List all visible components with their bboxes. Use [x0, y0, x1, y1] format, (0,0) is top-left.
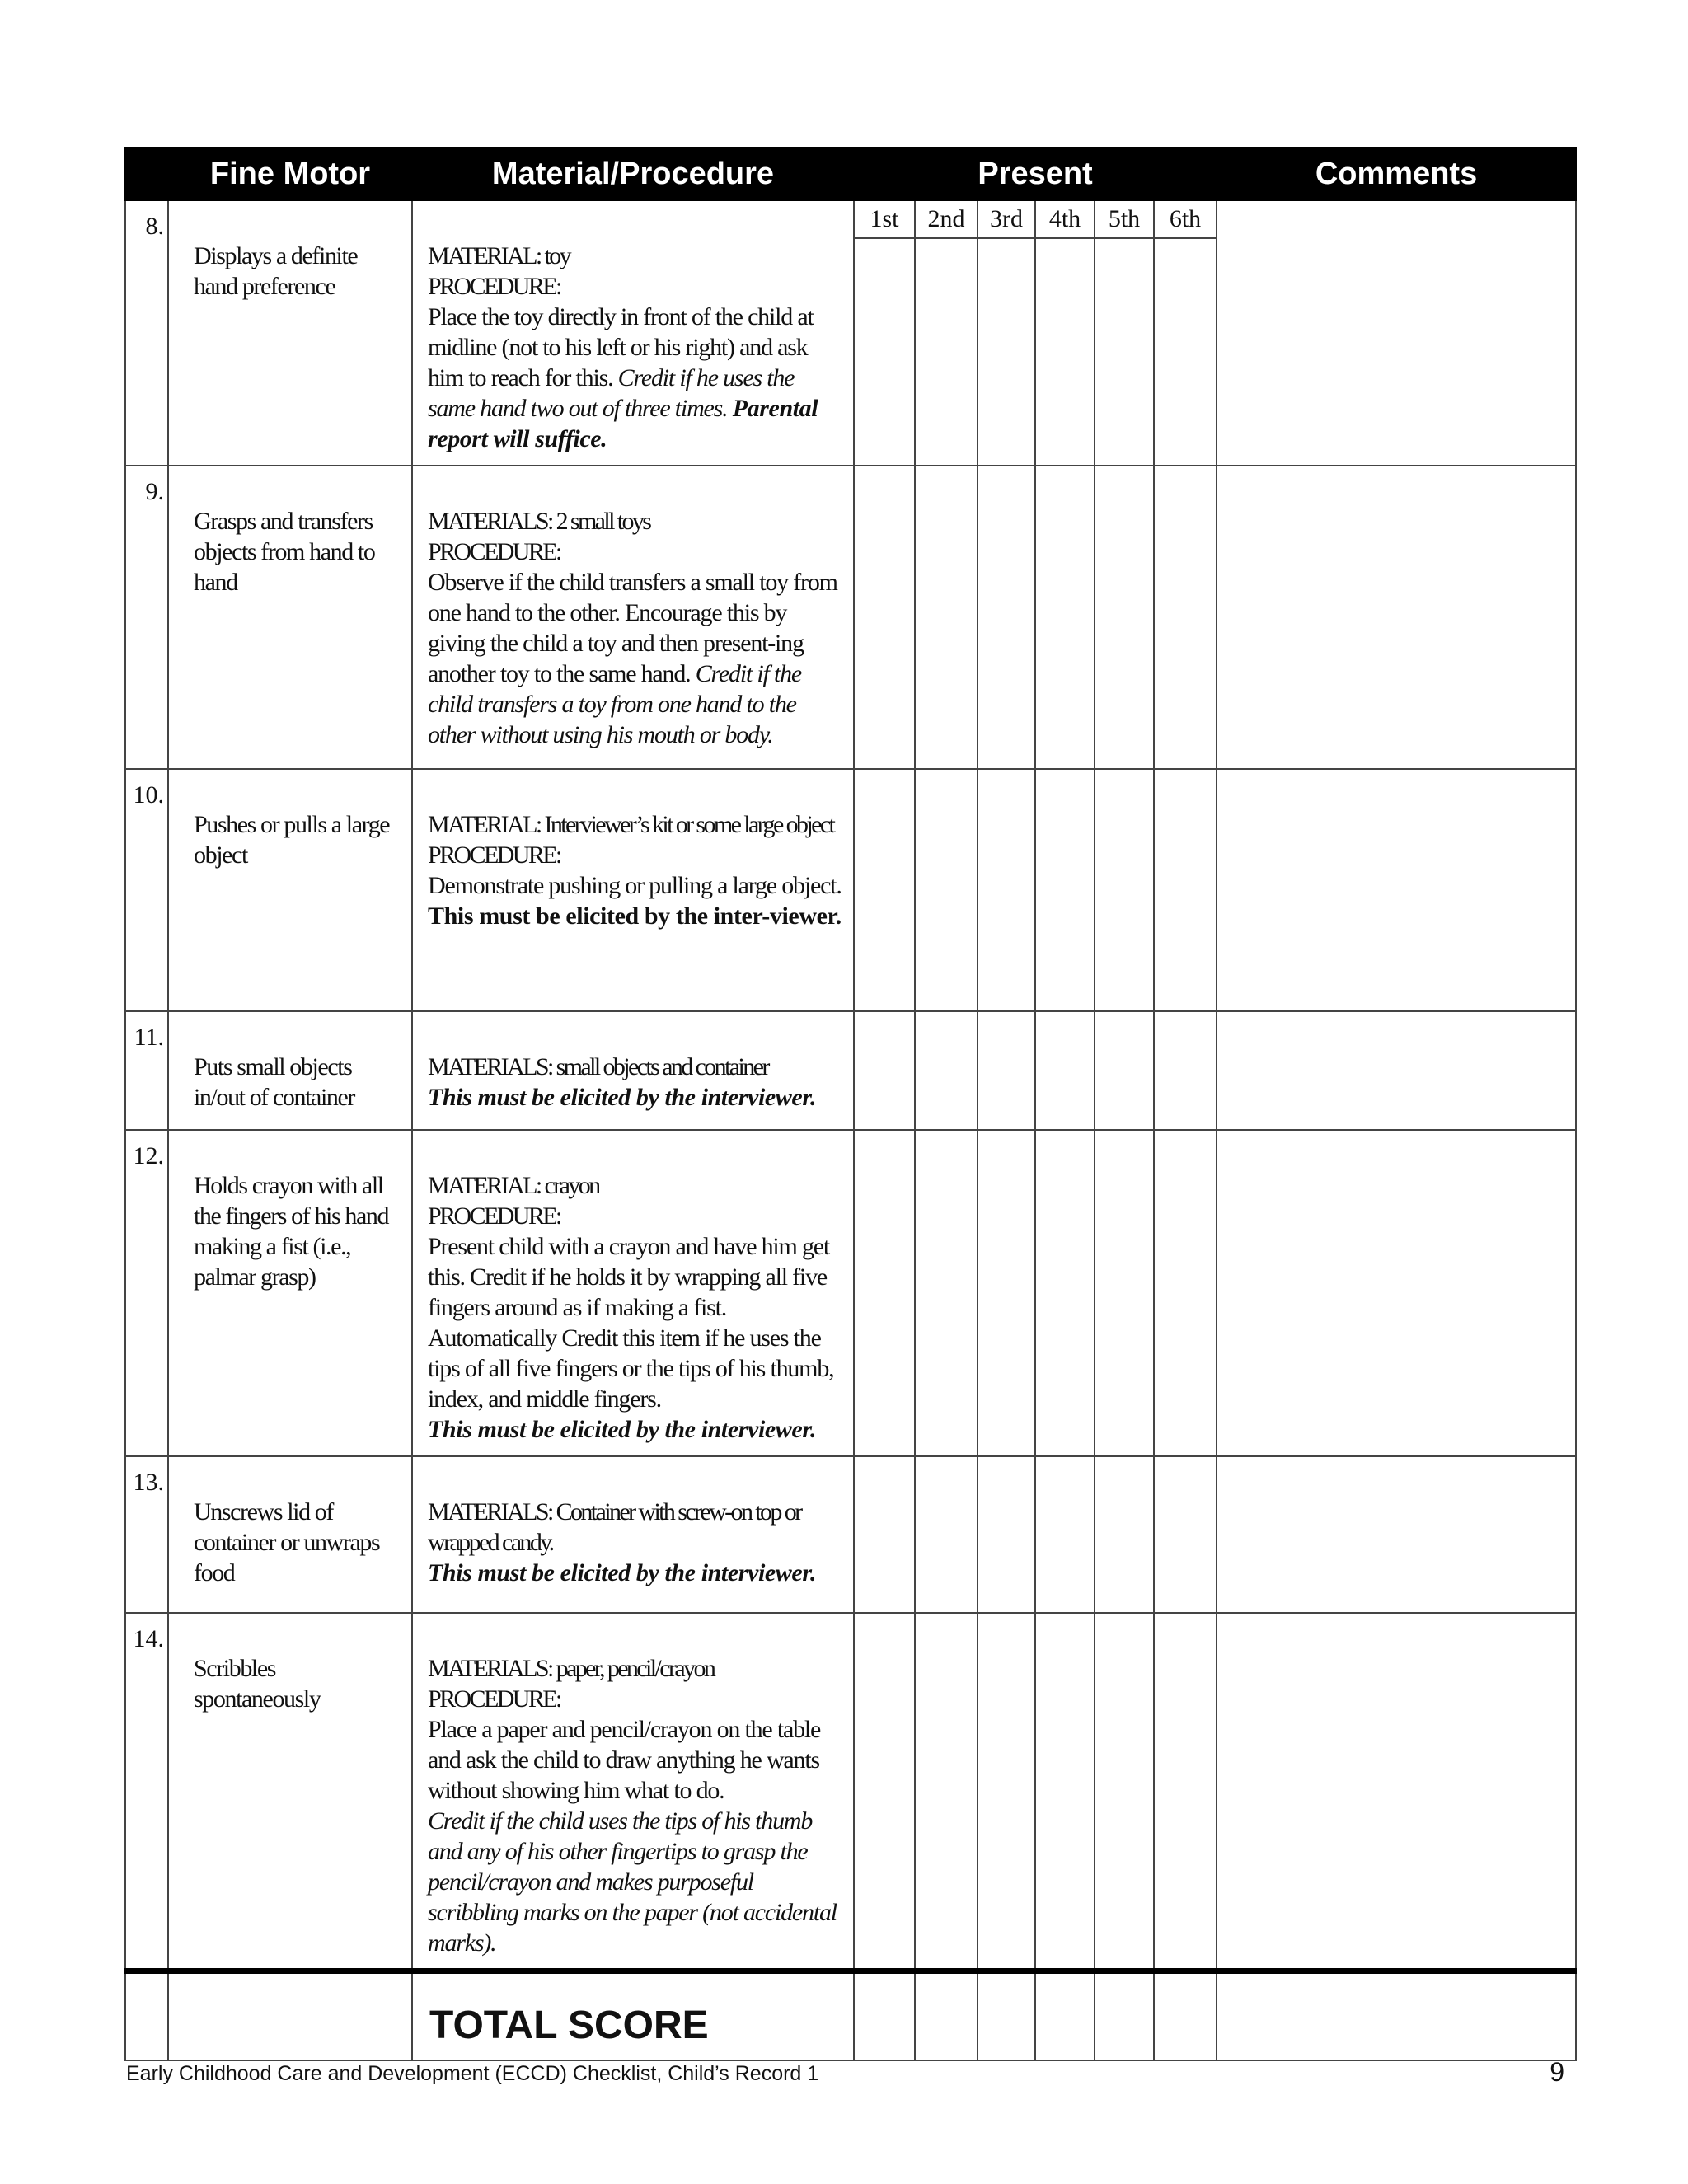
procedure-line: MATERIALS: 2 small toys [428, 508, 650, 535]
procedure-line: Credit if the child uses the tips of his thumb and any of his other fingertips to grasp the pencil/crayon and makes purposeful scribbling marks on the paper (not accidental marks). [428, 1807, 837, 1957]
trial-cell-4th[interactable] [1035, 466, 1095, 769]
trial-cell-6th[interactable] [1154, 1130, 1217, 1456]
procedure-line: Place a paper and pencil/crayon on the table and ask the child to draw anything he wants without showing him what to do. [428, 1716, 821, 1804]
comments-cell[interactable] [1217, 1456, 1576, 1613]
total-skill-cell [168, 1971, 412, 2061]
item-skill: Grasps and transfers objects from hand to hand [168, 466, 412, 769]
trial-cell-3rd[interactable] [978, 466, 1035, 769]
trial-cell-3rd[interactable] [978, 1613, 1035, 1971]
item-material-procedure [412, 200, 854, 466]
item-number: 12. [125, 1130, 168, 1456]
header-present: Present [854, 148, 1217, 200]
comments-cell[interactable] [1217, 1613, 1576, 1971]
procedure-line: This must be elicited by the interviewer. [428, 1084, 817, 1111]
trial-cell-2nd[interactable] [915, 769, 978, 1011]
trial-cell-5th[interactable] [1095, 200, 1154, 466]
procedure-line: Credit if he uses the same hand two out of three times. [428, 364, 795, 422]
trial-cell-2nd[interactable] [915, 466, 978, 769]
trial-cell-4th[interactable] [1035, 1130, 1095, 1456]
comments-cell[interactable] [1217, 769, 1576, 1011]
total-trial-cell-3rd[interactable] [978, 1971, 1035, 2061]
item-number: 10. [125, 769, 168, 1011]
trial-cell-1st[interactable] [854, 769, 915, 1011]
comments-cell[interactable] [1217, 466, 1576, 769]
trial-cell-4th[interactable] [1035, 200, 1095, 466]
item-material-procedure [412, 769, 854, 1011]
trial-cell-6th[interactable] [1154, 1011, 1217, 1130]
comments-cell[interactable] [1217, 1011, 1576, 1130]
comments-cell[interactable] [1217, 1130, 1576, 1456]
trial-cell-4th[interactable] [1035, 769, 1095, 1011]
trial-cell-1st[interactable] [854, 200, 915, 466]
trial-cell-5th[interactable] [1095, 1011, 1154, 1130]
procedure-line: Parental report will suffice. [428, 395, 818, 452]
total-score-label: TOTAL SCORE [412, 1971, 854, 2061]
total-trial-cell-6th[interactable] [1154, 1971, 1217, 2061]
trial-cell-4th[interactable] [1035, 1011, 1095, 1130]
trial-cell-6th[interactable] [1154, 1456, 1217, 1613]
trial-cell-5th[interactable] [1095, 769, 1154, 1011]
item-skill: Displays a definite hand preference [168, 200, 412, 466]
trial-label: 5th [1095, 201, 1153, 239]
trial-cell-2nd[interactable] [915, 1011, 978, 1130]
trial-label: 4th [1036, 201, 1094, 239]
procedure-line: MATERIAL: Interviewer’s kit or some large object [428, 811, 834, 838]
procedure-line: Present child with a crayon and have him get this. Credit if he holds it by wrapping all five fingers around as if making a fist. Automatically Credit this item if he uses the tips of all five fingers or the tips of his thumb, index, and middle fingers. [428, 1233, 834, 1413]
item-number: 11. [125, 1011, 168, 1130]
procedure-line: MATERIALS: paper, pencil/crayon [428, 1655, 715, 1682]
total-trial-cell-5th[interactable] [1095, 1971, 1154, 2061]
item-material-procedure [412, 466, 854, 769]
item-skill: Pushes or pulls a large object [168, 769, 412, 1011]
procedure-line: Demonstrate pushing or pulling a large object. [428, 872, 842, 899]
procedure-line: Credit if the child transfers a toy from one hand to the other without using his mouth or body. [428, 660, 802, 748]
procedure-line: MATERIALS: small objects and container [428, 1053, 768, 1080]
trial-cell-5th[interactable] [1095, 1456, 1154, 1613]
table-header [125, 148, 1576, 200]
header-number-spacer [125, 148, 168, 200]
trial-cell-6th[interactable] [1154, 200, 1217, 466]
total-number-cell [125, 1971, 168, 2061]
trial-cell-1st[interactable] [854, 1613, 915, 1971]
procedure-line: PROCEDURE: [428, 1202, 560, 1230]
trial-cell-4th[interactable] [1035, 1613, 1095, 1971]
procedure-line: This must be elicited by the interviewer. [428, 1416, 817, 1443]
trial-cell-3rd[interactable] [978, 1130, 1035, 1456]
table-body [125, 200, 1576, 2060]
trial-cell-2nd[interactable] [915, 200, 978, 466]
procedure-line: PROCEDURE: [428, 841, 560, 869]
procedure-line: MATERIALS: Container with screw-on top or wrapped candy. [428, 1498, 801, 1556]
trial-cell-1st[interactable] [854, 466, 915, 769]
header-fine-motor: Fine Motor [168, 148, 412, 200]
total-trial-cell-2nd[interactable] [915, 1971, 978, 2061]
table-row [125, 1456, 1576, 1613]
header-comments: Comments [1217, 148, 1576, 200]
trial-cell-5th[interactable] [1095, 466, 1154, 769]
trial-cell-6th[interactable] [1154, 466, 1217, 769]
trial-cell-3rd[interactable] [978, 1011, 1035, 1130]
procedure-line: PROCEDURE: [428, 1685, 560, 1713]
trial-cell-5th[interactable] [1095, 1613, 1154, 1971]
item-material-procedure [412, 1456, 854, 1613]
trial-cell-2nd[interactable] [915, 1130, 978, 1456]
trial-label: 2nd [916, 201, 977, 239]
item-material-procedure [412, 1011, 854, 1130]
trial-cell-5th[interactable] [1095, 1130, 1154, 1456]
trial-cell-3rd[interactable] [978, 200, 1035, 466]
trial-label: 1st [855, 201, 914, 239]
header-material-procedure: Material/Procedure [412, 148, 854, 200]
comments-cell[interactable] [1217, 200, 1576, 466]
item-number: 8. [125, 200, 168, 466]
table-row [125, 200, 1576, 466]
trial-cell-2nd[interactable] [915, 1613, 978, 1971]
trial-cell-3rd[interactable] [978, 769, 1035, 1011]
item-skill: Unscrews lid of container or unwraps food [168, 1456, 412, 1613]
total-comments-cell[interactable] [1217, 1971, 1576, 2061]
procedure-line: MATERIAL: crayon [428, 1172, 599, 1199]
item-material-procedure [412, 1613, 854, 1971]
page-number: 9 [1550, 2057, 1564, 2087]
procedure-line: Observe if the child transfers a small toy from one hand to the other. Encourage this by giving the child a toy and then present-ing another toy to the same hand. [428, 569, 837, 687]
item-skill: Puts small objects in/out of container [168, 1011, 412, 1130]
page-footer: Early Childhood Care and Development (ECCD) Checklist, Child’s Record 1 [126, 2062, 819, 2085]
procedure-line: PROCEDURE: [428, 538, 560, 565]
procedure-line: MATERIAL: toy [428, 242, 570, 269]
table-row [125, 1613, 1576, 1971]
table-row [125, 1130, 1576, 1456]
total-trial-cell-1st[interactable] [854, 1971, 915, 2061]
item-material-procedure [412, 1130, 854, 1456]
trial-cell-1st[interactable] [854, 1456, 915, 1613]
total-trial-cell-4th[interactable] [1035, 1971, 1095, 2061]
item-skill: Scribbles spontaneously [168, 1613, 412, 1971]
table-row [125, 1011, 1576, 1130]
trial-cell-6th[interactable] [1154, 769, 1217, 1011]
trial-label: 6th [1155, 201, 1216, 239]
trial-cell-2nd[interactable] [915, 1456, 978, 1613]
table-row [125, 466, 1576, 769]
item-number: 9. [125, 466, 168, 769]
trial-cell-4th[interactable] [1035, 1456, 1095, 1613]
trial-cell-1st[interactable] [854, 1130, 915, 1456]
fine-motor-checklist-table [124, 147, 1577, 2061]
total-score-row [125, 1971, 1576, 2061]
table-row [125, 769, 1576, 1011]
procedure-line: PROCEDURE: [428, 273, 560, 300]
trial-cell-6th[interactable] [1154, 1613, 1217, 1971]
trial-label: 3rd [978, 201, 1034, 239]
trial-cell-1st[interactable] [854, 1011, 915, 1130]
trial-cell-3rd[interactable] [978, 1456, 1035, 1613]
item-number: 14. [125, 1613, 168, 1971]
item-skill: Holds crayon with all the fingers of his hand making a fist (i.e., palmar grasp) [168, 1130, 412, 1456]
procedure-line: This must be elicited by the inter-viewer. [428, 902, 842, 930]
item-number: 13. [125, 1456, 168, 1613]
procedure-line: This must be elicited by the interviewer. [428, 1559, 817, 1586]
procedure-line: Place the toy directly in front of the child at midline (not to his left or his right) and ask him to reach for this. [428, 303, 814, 391]
